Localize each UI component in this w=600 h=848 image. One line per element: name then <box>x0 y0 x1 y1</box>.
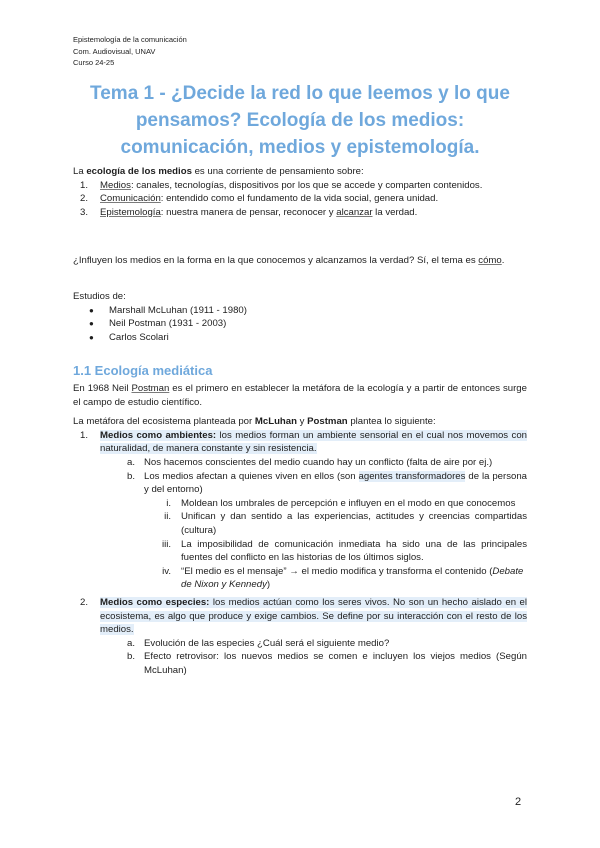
section-paragraph: En 1968 Neil Postman es el primero en establecer la metáfora de la ecología y a partir de entonces surge el campo de estudio científico. <box>73 383 527 408</box>
metaphor-list <box>73 596 527 637</box>
list-item: 3. Epistemología: nuestra manera de pensar, reconocer y alcanzar la verdad. <box>80 206 418 218</box>
question-paragraph: ¿Influyen los medios en la forma en la que conocemos y alcanzamos la verdad? Sí, el tema es cómo. <box>73 255 505 266</box>
sub-sub-item: iv. “El medio es el mensaje” → el medio modifica y transforma el contenido (Debate de Nixon y Kennedy) <box>162 565 524 591</box>
sub-item: a. Evolución de las especies ¿Cuál será el siguiente medio? <box>127 637 390 649</box>
question-block <box>73 254 527 268</box>
list-item: 1. Medios como ambientes: los medios forman un ambiente sensorial en el cual nos movemos con naturalidad, de manera constante y sin resistencia. <box>80 429 527 455</box>
bullet-icon: ● <box>89 305 94 315</box>
bullet-icon: ● <box>89 319 94 329</box>
studies-label: Estudios de: <box>73 291 126 302</box>
metaphor-list <box>73 429 527 456</box>
section-paragraph: La metáfora del ecosistema planteada por McLuhan y Postman plantea lo siguiente: <box>73 416 436 428</box>
topics-list <box>73 179 527 220</box>
studies-block <box>73 290 527 344</box>
intro-paragraph: La ecología de los medios es una corriente de pensamiento sobre: <box>73 166 364 177</box>
header-program: Com. Audiovisual, UNAV <box>73 46 156 56</box>
list-item: 2. Medios como especies: los medios actúan como los seres vivos. No son un hecho aislado en el ecosistema, es algo que produce y exige cambios. Se define por su interacción con el resto de los medios. <box>80 596 527 636</box>
section-ecologia <box>73 362 527 677</box>
list-item: 2. Comunicación: entendido como el fundamento de la vida social, genera unidad. <box>80 193 439 205</box>
sub-sub-item: i. Moldean los umbrales de percepción e influyen en el modo en que conocemos <box>166 497 516 509</box>
intro-block <box>73 165 527 219</box>
page-number: 2 <box>515 796 522 808</box>
page-title: Tema 1 - ¿Decide la red lo que leemos y lo que pensamos? Ecología de los medios: comunicación, medios y epistemología. <box>90 83 510 158</box>
bullet-icon: ● <box>89 332 94 342</box>
sub-item: b. Efecto retrovisor: los nuevos medios se comen e incluyen los viejos medios (Según McLuhan) <box>127 651 527 676</box>
list-item: ● Marshall McLuhan (1911 - 1980) <box>89 304 247 316</box>
header-year: Curso 24-25 <box>73 58 115 67</box>
sub-sub-item: iii. La imposibilidad de comunicación inmediata ha sido una de las principales fuentes del conflicto en las historias de los últimos siglos. <box>161 538 527 564</box>
list-item: 1. Medios: canales, tecnologías, dispositivos por los que se accede y comparten contenidos. <box>80 179 483 191</box>
list-item: ● Carlos Scolari <box>89 331 169 343</box>
section-heading: 1.1 Ecología mediática <box>73 363 213 378</box>
header-course: Epistemología de la comunicación <box>73 35 187 44</box>
sub-item: a. Nos hacemos conscientes del medio cuando hay un conflicto (falta de aire por ej.) <box>127 456 493 468</box>
sub-sub-item: ii. Unifican y dan sentido a las experiencias, actitudes y creencias compartidas (cultura) <box>164 511 527 536</box>
page-header <box>73 34 187 69</box>
sub-item: b. Los medios afectan a quienes viven en ellos (son agentes transformadores de la persona y del entorno) <box>127 470 528 496</box>
list-item: ● Neil Postman (1931 - 2003) <box>89 318 227 330</box>
authors-list <box>73 304 527 345</box>
